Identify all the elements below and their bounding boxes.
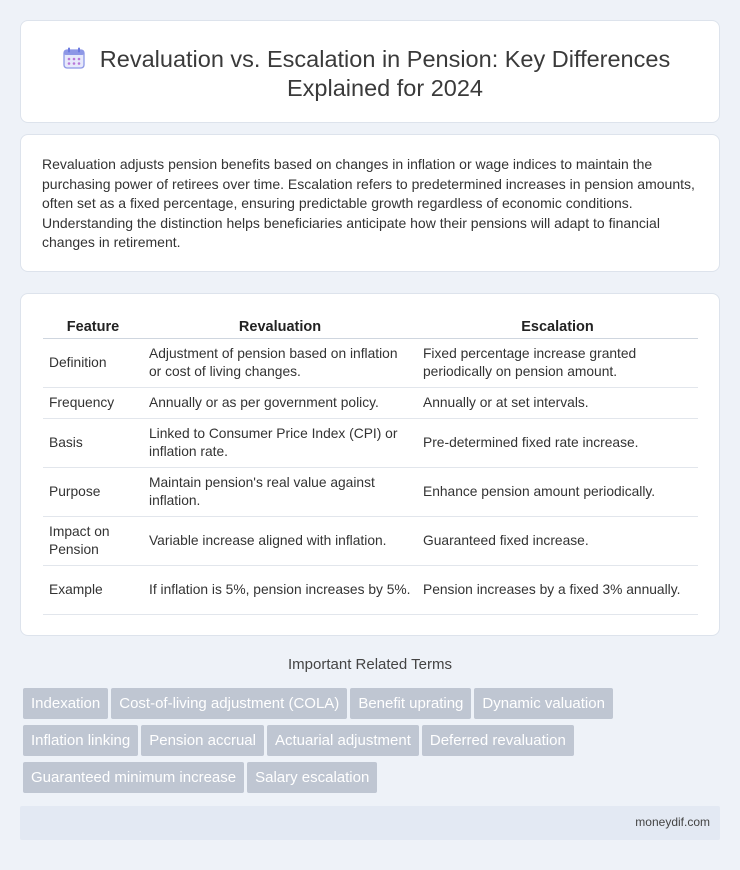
title-card [20,20,720,123]
term-tag[interactable]: Cost-of-living adjustment (COLA) [111,688,347,719]
related-terms-list [23,688,703,799]
table-row [43,387,698,418]
footer [20,806,720,840]
page-title: Revaluation vs. Escalation in Pension: Key Differences Explained for 2024 [99,46,671,101]
table-row [43,338,698,387]
intro-card [20,134,720,272]
cell-escalation: Pension increases by a fixed 3% annually. [417,565,698,614]
cell-revaluation: Annually or as per government policy. [143,387,417,418]
cell-escalation: Annually or at set intervals. [417,387,698,418]
table-row [43,418,698,467]
cell-escalation: Guaranteed fixed increase. [417,516,698,565]
term-tag[interactable]: Guaranteed minimum increase [23,762,244,793]
term-tag[interactable]: Inflation linking [23,725,138,756]
term-tag[interactable]: Actuarial adjustment [267,725,419,756]
cell-revaluation: Linked to Consumer Price Index (CPI) or inflation rate. [143,418,417,467]
related-terms-heading: Important Related Terms [288,656,452,673]
cell-feature: Frequency [43,387,143,418]
header-feature: Feature [43,316,143,338]
term-tag[interactable]: Benefit uprating [350,688,471,719]
footer-site[interactable]: moneydif.com [635,815,710,829]
cell-escalation: Pre-determined fixed rate increase. [417,418,698,467]
term-tag[interactable]: Pension accrual [141,725,264,756]
cell-revaluation: Maintain pension's real value against inflation. [143,467,417,516]
cell-revaluation: Adjustment of pension based on inflation or cost of living changes. [143,338,417,387]
header-escalation: Escalation [417,316,698,338]
table-header-row [43,316,698,338]
cell-feature: Purpose [43,467,143,516]
term-tag[interactable]: Deferred revaluation [422,725,574,756]
header-revaluation: Revaluation [143,316,417,338]
table-row [43,467,698,516]
cell-feature: Example [43,565,143,614]
comparison-table [43,316,698,615]
cell-revaluation: If inflation is 5%, pension increases by 5%. [143,565,417,614]
comparison-card [20,293,720,636]
cell-revaluation: Variable increase aligned with inflation. [143,516,417,565]
term-tag[interactable]: Dynamic valuation [474,688,613,719]
cell-feature: Basis [43,418,143,467]
table-row [43,516,698,565]
term-tag[interactable]: Salary escalation [247,762,377,793]
term-tag[interactable]: Indexation [23,688,108,719]
cell-escalation: Enhance pension amount periodically. [417,467,698,516]
cell-feature: Definition [43,338,143,387]
intro-paragraph: Revaluation adjusts pension benefits based on changes in inflation or wage indices to maintain the purchasing power of retirees over time. Escalation refers to predetermined increases in pension amounts, often set as a fixed percentage, ensuring predictable growth regardless of economic conditions. Understanding the distinction helps beneficiaries anticipate how their pensions will adapt to financial changes in retirement. [42,156,695,251]
cell-escalation: Fixed percentage increase granted periodically on pension amount. [417,338,698,387]
cell-feature: Impact on Pension [43,516,143,565]
table-row [43,565,698,614]
